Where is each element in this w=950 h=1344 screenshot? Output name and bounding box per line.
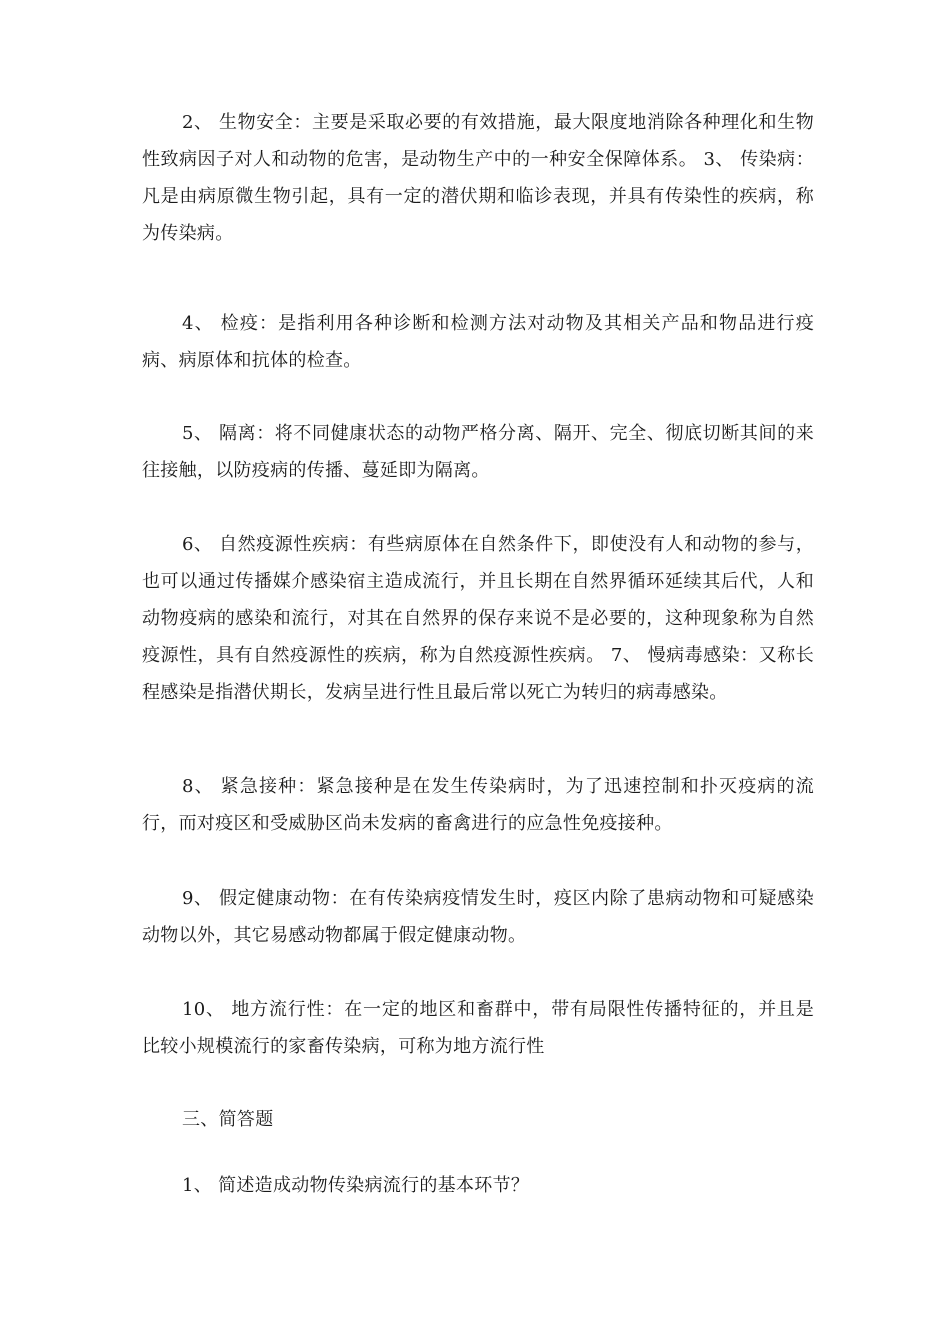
paragraph-quarantine: 4、 检疫：是指利用各种诊断和检测方法对动物及其相关产品和物品进行疫病、病原体和抗体的检查。 xyxy=(142,313,814,371)
paragraph-emergency-vaccination: 8、 紧急接种：紧急接种是在发生传染病时，为了迅速控制和扑灭疫病的流行，而对疫区和受威胁区尚未发病的畜禽进行的应急性免疫接种。 xyxy=(142,776,814,834)
paragraph-isolation: 5、 隔离：将不同健康状态的动物严格分离、隔开、完全、彻底切断其间的来往接触，以防疫病的传播、蔓延即为隔离。 xyxy=(142,423,814,481)
paragraph-presumed-healthy-animals: 9、 假定健康动物：在有传染病疫情发生时，疫区内除了患病动物和可疑感染动物以外，其它易感动物都属于假定健康动物。 xyxy=(142,888,814,946)
paragraph-endemic: 10、 地方流行性：在一定的地区和畜群中，带有局限性传播特征的，并且是比较小规模流行的家畜传染病，可称为地方流行性 xyxy=(142,999,814,1057)
paragraph-natural-focal-disease-and-slow-virus: 6、 自然疫源性疾病：有些病原体在自然条件下，即使没有人和动物的参与，也可以通过传播媒介感染宿主造成流行，并且长期在自然界循环延续其后代，人和动物疫病的感染和流行，对其在自然界的保存来说不是必要的，这种现象称为自然疫源性，具有自然疫源性的疾病，称为自然疫源性疾病。 7、 慢病毒感染：又称长程感染是指潜伏期长，发病呈进行性且最后常以死亡为转归的病毒感染。 xyxy=(142,534,814,703)
paragraph-biosafety-and-infectious-disease: 2、 生物安全：主要是采取必要的有效措施，最大限度地消除各种理化和生物性致病因子对人和动物的危害，是动物生产中的一种安全保障体系。 3、 传染病：凡是由病原微生物引起，具有一定的潜伏期和临诊表现，并具有传染性的疾病，称为传染病。 xyxy=(142,112,814,244)
section-heading-short-answer: 三、简答题 xyxy=(182,1109,274,1130)
question-1: 1、 简述造成动物传染病流行的基本环节？ xyxy=(182,1175,530,1196)
